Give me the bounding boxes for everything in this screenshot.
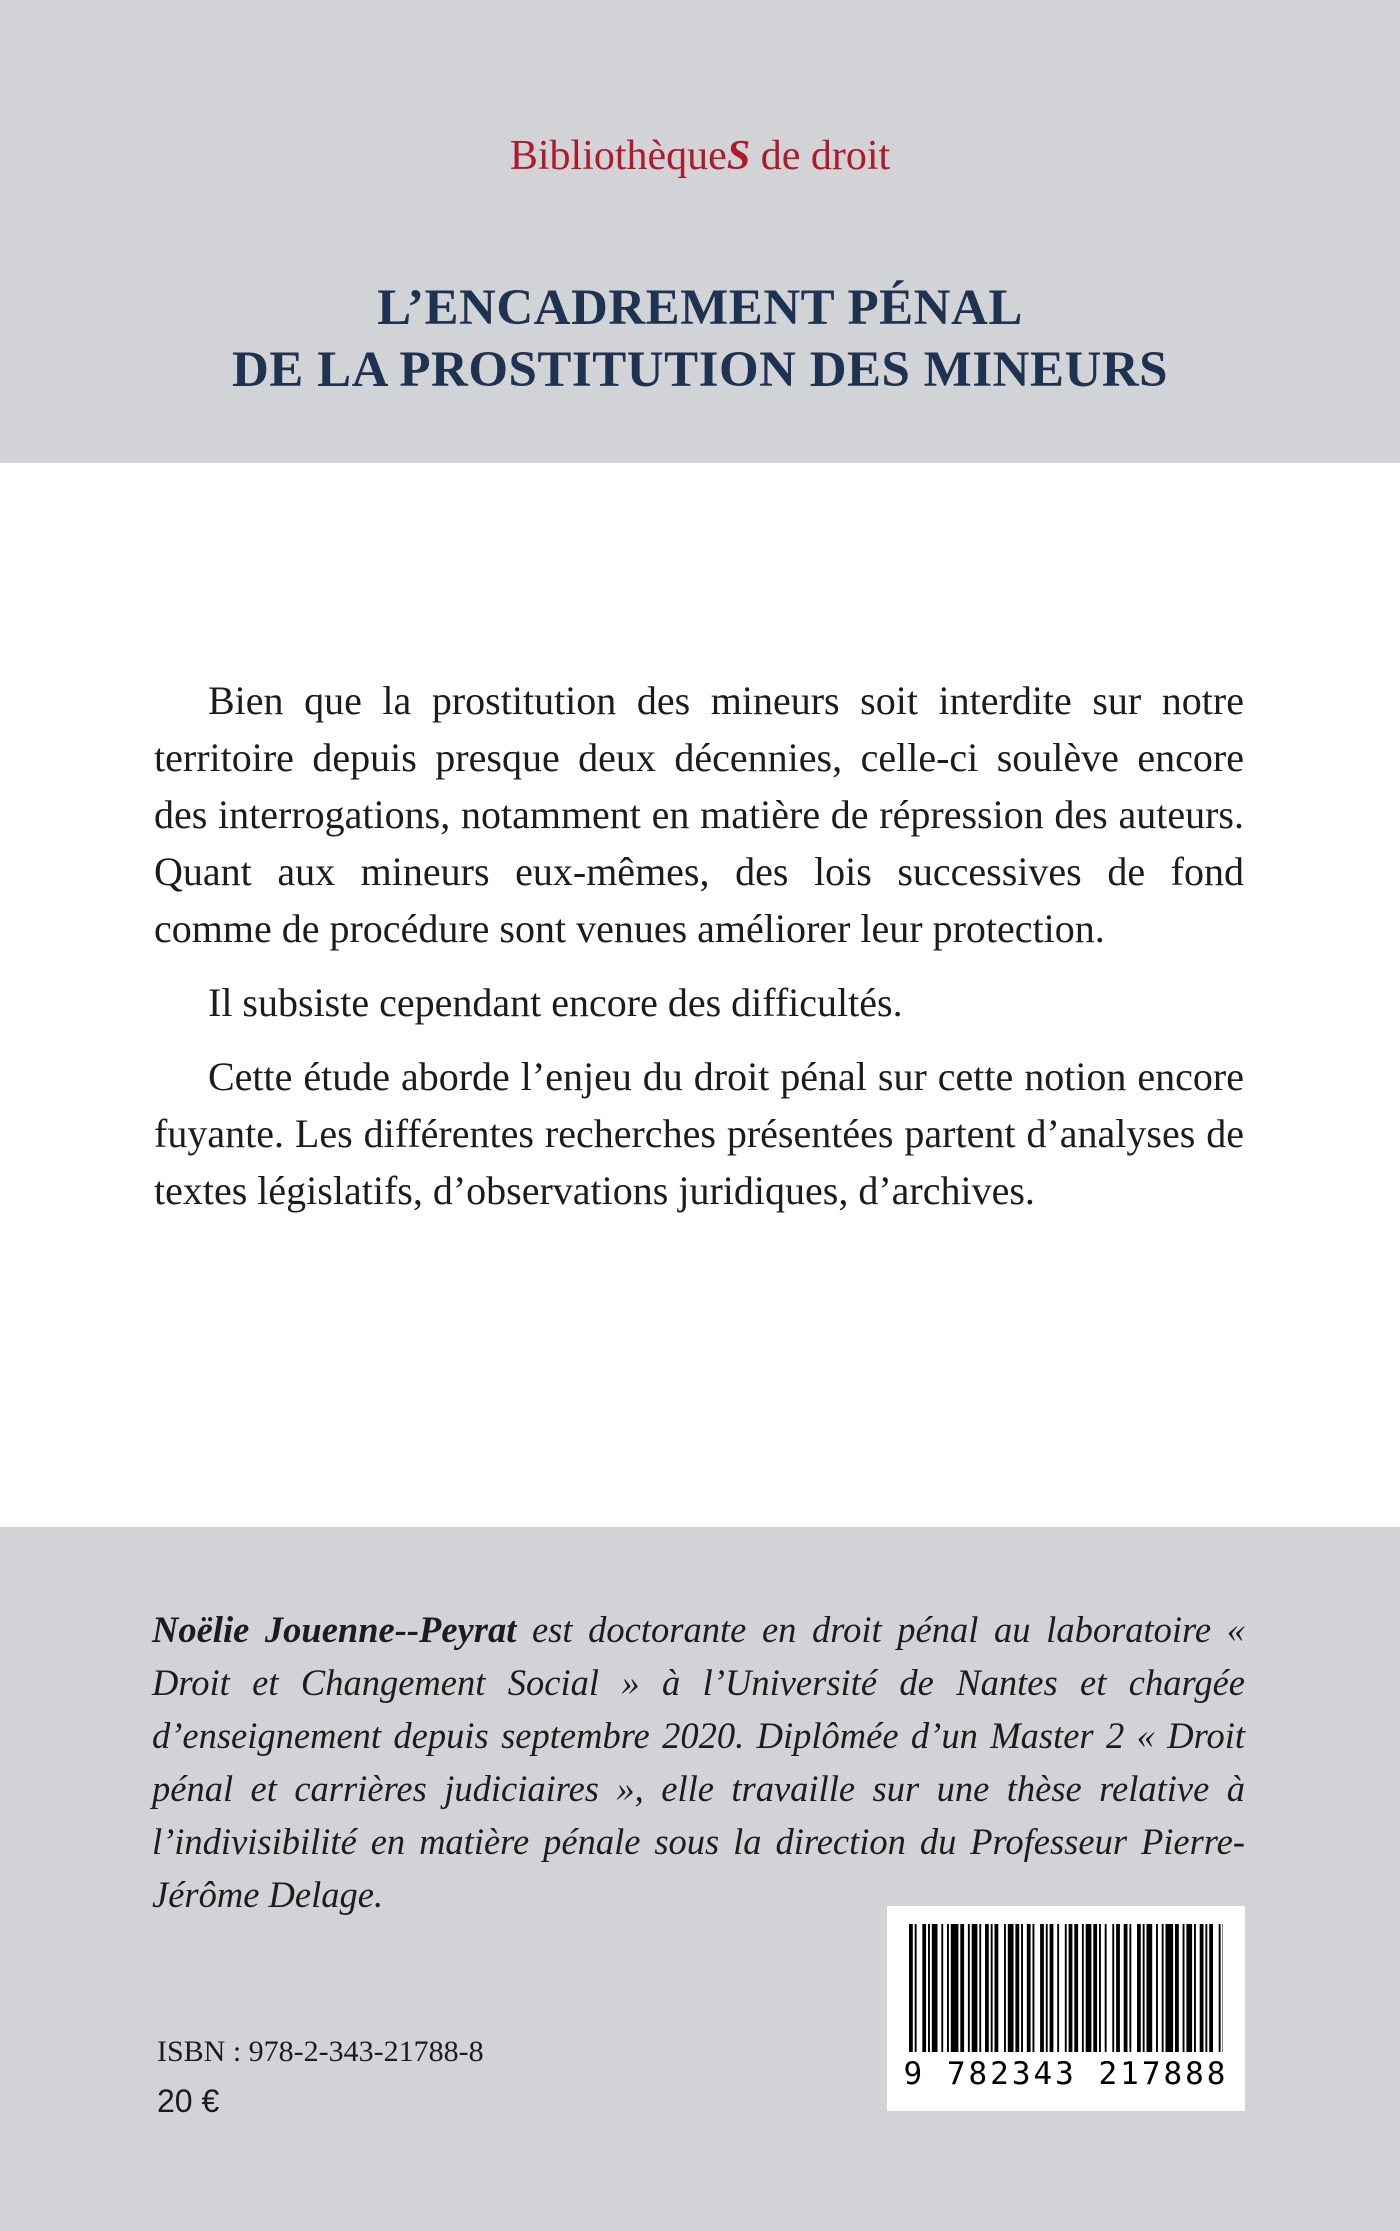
barcode-bar [1033,1924,1035,2052]
barcode-bar [1194,1924,1196,2052]
barcode-bar [932,1924,938,2052]
isbn: ISBN : 978-2-343-21788-8 [157,2035,484,2068]
barcode-bar [1027,1924,1031,2052]
barcode-bar [1124,1924,1128,2052]
barcode-bar [951,1924,959,2052]
barcode-bar [1129,1924,1131,2052]
barcode-bar [1162,1924,1164,2052]
barcode [887,1906,1245,2111]
barcode-bar [1008,1924,1014,2052]
series-name-part1: Bibliothèque [509,133,727,179]
barcode-bar [968,1924,970,2052]
price: 20 € [157,2083,220,2119]
barcode-bar [1074,1924,1078,2052]
barcode-bar [922,1924,926,2052]
book-title-line1: L’ENCADREMENT PÉNAL [377,280,1023,336]
barcode-bar [1209,1924,1213,2052]
barcode-bar [1021,1924,1023,2052]
barcode-bar [928,1924,930,2052]
barcode-bar [1200,1924,1204,2052]
barcode-bar [1205,1924,1207,2052]
book-title [0,277,1400,401]
barcode-bar [972,1924,978,2052]
series-name [0,132,1400,180]
author-bio-text: est doctorante en droit pénal au laboratoire « Droit et Changement Social » à l’Université de Nantes et chargée d’enseignement depuis septembre 2020. Diplômée d’un Master 2 « Droit pénal et carrières judiciaires », elle travaille sur une thèse relative à l’indivisibilité en matière pénale sous la direction du Professeur Pierre-Jérôme Delage. [152,1609,1245,1915]
author-bio [152,1603,1245,1921]
barcode-bar [1086,1924,1092,2052]
blurb-paragraph-2: Il subsiste cependant encore des difficultés. [208,980,903,1025]
barcode-bar [1166,1924,1174,2052]
barcode-bar [1223,1924,1224,2052]
barcode-bar [1046,1924,1048,2052]
barcode-bar [1082,1924,1084,2052]
barcode-digits: 9 782343 217888 [903,2056,1229,2092]
barcode-bar [1004,1924,1006,2052]
barcode-bar [1156,1924,1158,2052]
blurb-paragraph-1: Bien que la prostitution des mineurs soit interdite sur notre territoire depuis presque deux décennies, celle-ci soulève encore des interrogations, notamment en matière de répression des auteurs. Quant aux mineurs eux-mêmes, des lois successives de fond comme de procédure sont venues améliorer leur protection. [154,678,1244,951]
barcode-bar [1050,1924,1054,2052]
blurb [154,672,1244,1236]
barcode-bar [1186,1924,1192,2052]
barcode-bar [995,1924,999,2052]
barcode-bar [1040,1924,1044,2052]
series-name-part2: de droit [750,133,891,179]
barcode-bar [1015,1924,1019,2052]
barcode-bar [1065,1924,1067,2052]
barcode-bar [1116,1924,1120,2052]
barcode-bar [1137,1924,1141,2052]
barcode-bar [1219,1924,1221,2052]
barcode-bar [1105,1924,1107,2052]
author-name: Noëlie Jouenne--Peyrat [152,1609,517,1650]
book-title-line2: DE LA PROSTITUTION DES MINEURS [231,342,1169,398]
barcode-bar [1099,1924,1101,2052]
series-name-styled-letter: S [726,133,751,179]
barcode-bar [1069,1924,1073,2052]
barcode-bar [941,1924,943,2052]
barcode-bar [979,1924,981,2052]
barcode-bar [1112,1924,1114,2052]
barcode-bar [960,1924,964,2052]
barcode-bar [915,1924,917,2052]
barcode-bar [991,1924,993,2052]
barcode-bar [1175,1924,1179,2052]
barcode-bar [1143,1924,1145,2052]
barcode-bar [985,1924,989,2052]
barcode-bar [1093,1924,1097,2052]
barcode-bar [1057,1924,1059,2052]
barcode-bar [1147,1924,1153,2052]
blurb-paragraph-3: Cette étude aborde l’enjeu du droit pénal sur cette notion encore fuyante. Les différentes recherches présentées partent d’analyses de textes législatifs, d’observations juridiques, d’archives. [154,1054,1244,1213]
barcode-bar [909,1924,913,2052]
barcode-bar [1183,1924,1185,2052]
barcode-bar [947,1924,949,2052]
